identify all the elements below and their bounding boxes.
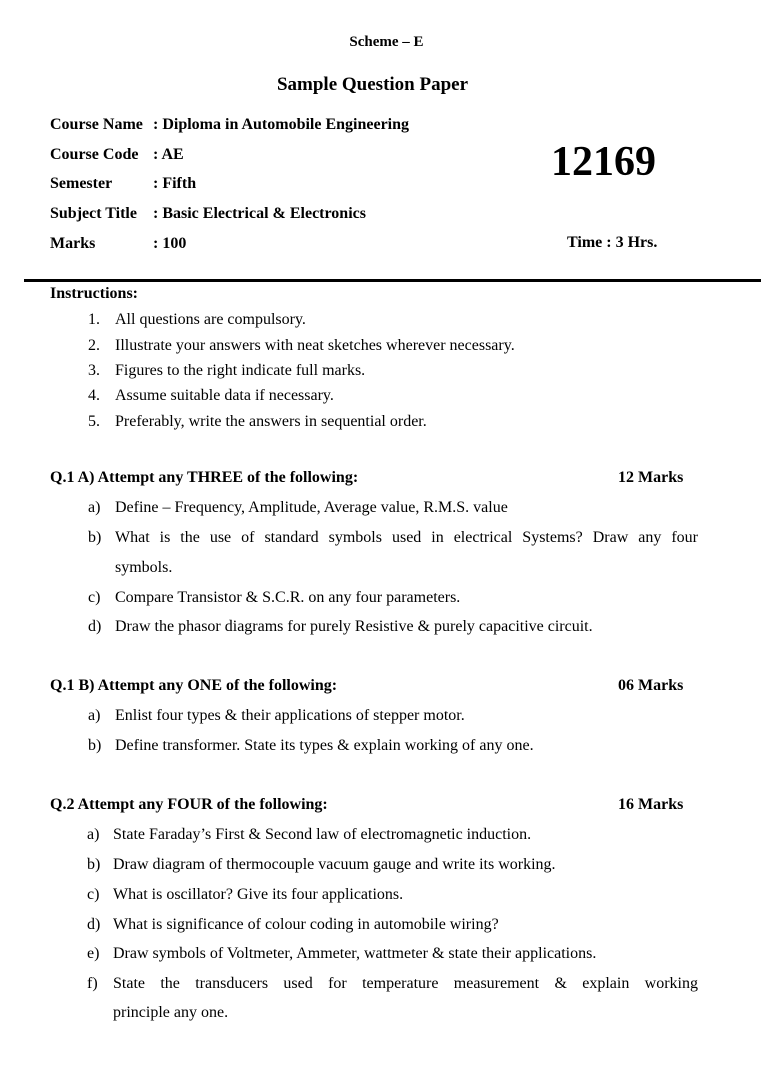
paper-title: Sample Question Paper (276, 74, 469, 95)
marks-value: : 100 (153, 235, 187, 252)
option-text: State the transducers used for temperature measurement & explain working (113, 975, 698, 992)
option-letter: b) (88, 529, 102, 546)
course-name-label: Course Name (50, 116, 143, 133)
paper-code-number: 12169 (551, 139, 656, 185)
option-text: Enlist four types & their applications of stepper motor. (115, 707, 465, 724)
question-heading-q2: Q.2 Attempt any FOUR of the following: (50, 796, 328, 813)
header-divider (24, 279, 761, 282)
question-marks-q1a: 12 Marks (618, 469, 684, 486)
instruction-number: 1. (88, 311, 100, 328)
option-letter: f) (87, 975, 98, 992)
question-heading-q1b: Q.1 B) Attempt any ONE of the following: (50, 677, 338, 694)
option-text: Draw symbols of Voltmeter, Ammeter, wattmeter & state their applications. (113, 945, 597, 962)
option-text-continuation: principle any one. (113, 1004, 229, 1021)
question-marks-q1b: 06 Marks (618, 677, 684, 694)
instruction-number: 2. (88, 337, 100, 354)
option-text: What is the use of standard symbols used in electrical Systems? Draw any four (115, 529, 698, 546)
instruction-text: Illustrate your answers with neat sketches wherever necessary. (115, 337, 515, 354)
instruction-text: Figures to the right indicate full marks. (115, 362, 366, 379)
instructions-title: Instructions: (50, 285, 139, 302)
instruction-text: Assume suitable data if necessary. (115, 387, 334, 404)
time-duration: Time : 3 Hrs. (567, 234, 658, 251)
instruction-text: All questions are compulsory. (115, 311, 306, 328)
question-heading-q1a: Q.1 A) Attempt any THREE of the following: (50, 469, 359, 486)
option-text: Define – Frequency, Amplitude, Average value, R.M.S. value (115, 499, 508, 516)
semester-value: : Fifth (153, 175, 197, 192)
option-letter: a) (88, 499, 101, 516)
option-text: What is oscillator? Give its four applications. (113, 886, 404, 903)
instruction-text: Preferably, write the answers in sequential order. (115, 413, 427, 430)
option-letter: b) (87, 856, 101, 873)
course-code-label: Course Code (50, 146, 139, 163)
course-code-value: : AE (153, 146, 184, 163)
subject-title-value: : Basic Electrical & Electronics (153, 205, 366, 222)
option-letter: e) (87, 945, 100, 962)
instruction-number: 3. (88, 362, 100, 379)
instruction-number: 5. (88, 413, 100, 430)
option-text: What is significance of colour coding in automobile wiring? (113, 916, 499, 933)
option-text: Compare Transistor & S.C.R. on any four parameters. (115, 589, 461, 606)
option-letter: c) (87, 886, 100, 903)
option-letter: a) (87, 826, 100, 843)
option-letter: a) (88, 707, 101, 724)
option-text-continuation: symbols. (115, 559, 173, 576)
option-text: Define transformer. State its types & explain working of any one. (115, 737, 534, 754)
option-letter: b) (88, 737, 102, 754)
subject-title-label: Subject Title (50, 205, 137, 222)
option-text: Draw diagram of thermocouple vacuum gauge and write its working. (113, 856, 556, 873)
course-name-value: : Diploma in Automobile Engineering (153, 116, 410, 133)
semester-label: Semester (50, 175, 113, 192)
scheme-label: Scheme – E (349, 34, 424, 50)
option-text: State Faraday’s First & Second law of electromagnetic induction. (113, 826, 532, 843)
option-letter: d) (88, 618, 102, 635)
instruction-number: 4. (88, 387, 100, 404)
option-letter: c) (88, 589, 101, 606)
question-marks-q2: 16 Marks (618, 796, 684, 813)
option-letter: d) (87, 916, 101, 933)
marks-label: Marks (50, 235, 96, 252)
option-text: Draw the phasor diagrams for purely Resistive & purely capacitive circuit. (115, 618, 593, 635)
